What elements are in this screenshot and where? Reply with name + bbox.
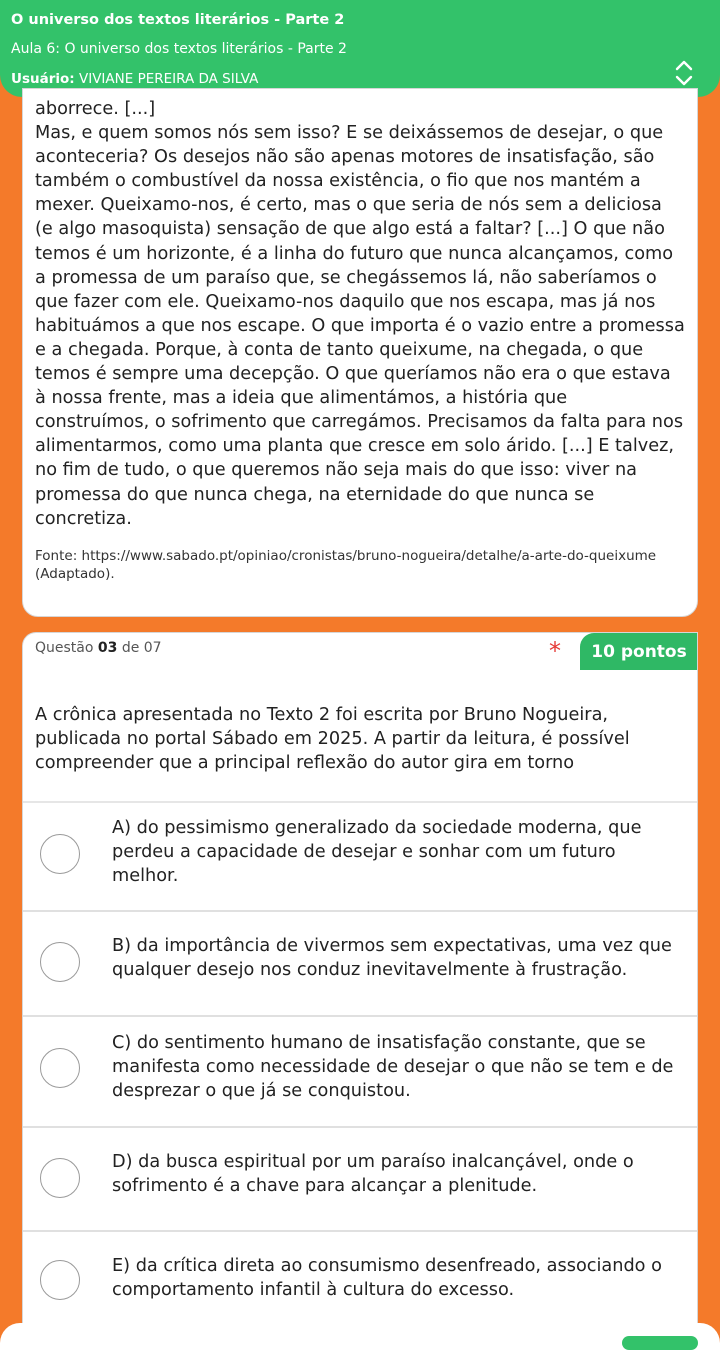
- text-source: Fonte: https://www.sabado.pt/opiniao/cronistas/bruno-nogueira/detalhe/a-arte-do-queixume (Adaptado).: [35, 547, 657, 582]
- question-label: Questão: [35, 640, 94, 656]
- radio-empty-icon[interactable]: [40, 1048, 80, 1088]
- option-text: D) da busca espiritual por um paraíso inalcançável, onde o sofrimento é a chave para alcançar a plenitude.: [112, 1152, 634, 1196]
- option-b[interactable]: [23, 912, 698, 1017]
- question-card: [22, 632, 698, 1332]
- option-text: C) do sentimento humano de insatisfação constante, que se manifesta como necessidade de desejar o que não se tem e de desprezar o que já se conquistou.: [112, 1033, 674, 1101]
- radio-empty-icon[interactable]: [40, 834, 80, 874]
- radio-empty-icon[interactable]: [40, 942, 80, 982]
- points-badge: 10 pontos: [580, 633, 698, 670]
- question-statement: A crônica apresentada no Texto 2 foi escrita por Bruno Nogueira, publicada no portal Sábado em 2025. A partir da leitura, é possível compreender que a principal reflexão do autor gira em torno: [35, 705, 630, 773]
- required-mark: *: [549, 637, 561, 665]
- lesson-subtitle: Aula 6: O universo dos textos literários - Parte 2: [11, 41, 347, 57]
- user-info: [11, 70, 720, 88]
- option-d[interactable]: [23, 1128, 698, 1232]
- user-name: VIVIANE PEREIRA DA SILVA: [78, 71, 259, 87]
- option-text: A) do pessimismo generalizado da sociedade moderna, que perdeu a capacidade de desejar e sonhar com um futuro melhor.: [112, 818, 642, 886]
- reading-text-card: [22, 88, 698, 617]
- chevron-up-down-icon[interactable]: [674, 58, 694, 88]
- option-text: B) da importância de vivermos sem expectativas, uma vez que qualquer desejo nos conduz inevitavelmente à frustração.: [112, 936, 672, 980]
- option-e[interactable]: [23, 1232, 698, 1332]
- page-title: O universo dos textos literários - Parte 2: [11, 12, 345, 28]
- bottom-panel: [0, 1323, 720, 1353]
- question-number: 03: [97, 640, 118, 656]
- user-label: Usuário:: [11, 71, 75, 87]
- radio-empty-icon[interactable]: [40, 1158, 80, 1198]
- question-total: de 07: [121, 640, 162, 656]
- question-counter: [35, 640, 162, 656]
- bottom-handle[interactable]: [622, 1336, 698, 1350]
- option-a[interactable]: [23, 803, 698, 912]
- option-c[interactable]: [23, 1017, 698, 1128]
- option-text: E) da crítica direta ao consumismo desenfreado, associando o comportamento infantil à cultura do excesso.: [112, 1256, 662, 1300]
- radio-empty-icon[interactable]: [40, 1260, 80, 1300]
- app-header: [0, 0, 720, 97]
- reading-text: aborrece. [...] Mas, e quem somos nós sem isso? E se deixássemos de desejar, o que aconteceria? Os desejos não são apenas motores de insatisfação, são também o combustível da nossa existência, o fio que nos mantém a mexer. Queixamo-nos, é certo, mas o que seria de nós sem a deliciosa (e algo masoquista) sensação de que algo está a faltar? [...] O que não temos é um horizonte, é a linha do futuro que nunca alcançamos, como a promessa de um paraíso que, se chegássemos lá, não saberíamos o que fazer com ele. Queixamo-nos daquilo que nos escapa, mas já nos habituámos a que nos escape. O que importa é o vazio entre a promessa e a chegada. Porque, à conta de tanto queixume, na chegada, o que temos é sempre uma decepção. O que queríamos não era o que estava à nossa frente, mas a ideia que alimentámos, a história que construímos, o sofrimento que carregámos. Precisamos da falta para nos alimentarmos, como uma planta que cresce em solo árido. [...] E talvez, no fim de tudo, o que queremos não seja mais do que isso: viver na promessa do que nunca chega, na eternidade do que nunca se concretiza.: [35, 99, 685, 529]
